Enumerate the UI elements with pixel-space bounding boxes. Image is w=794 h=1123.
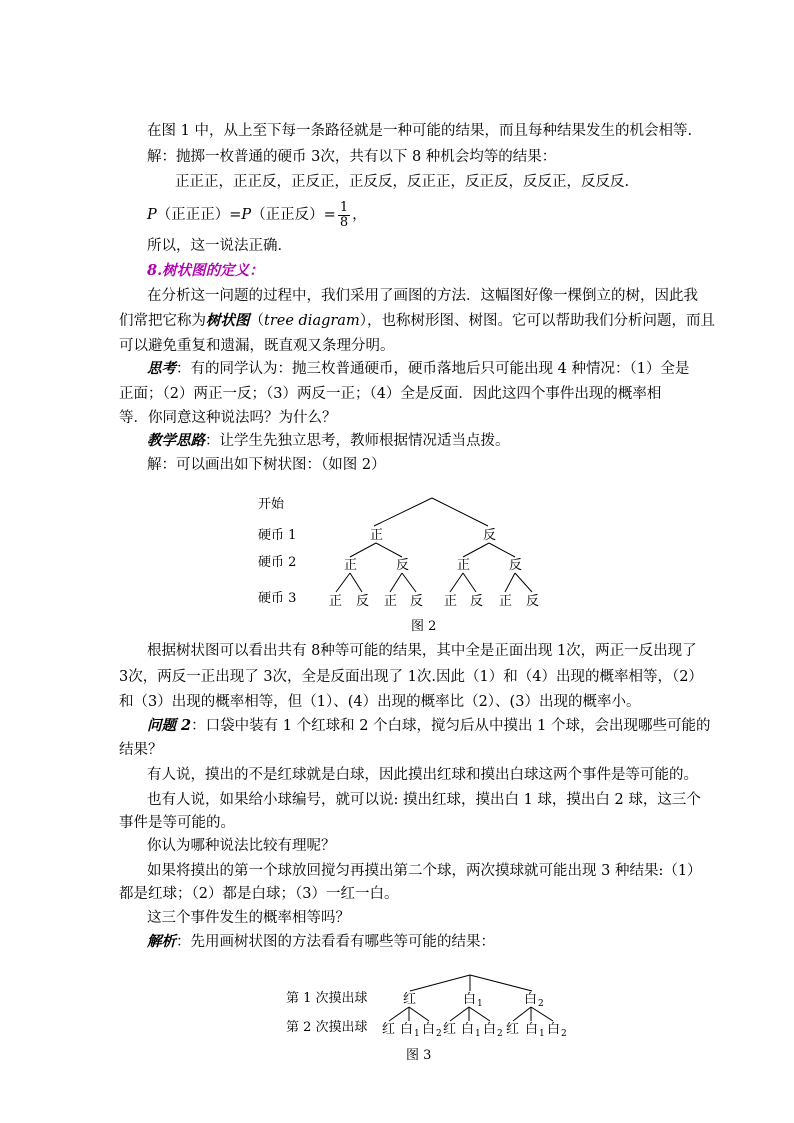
text-line: 正面；（2）两正一反；（3）两反一正；（4）全是反面．因此这四个事件出现的概率相 (119, 386, 662, 402)
prob-symbol: P (241, 207, 252, 223)
tree-edge (410, 975, 470, 991)
tree-edge (463, 573, 476, 592)
tree-edge (505, 573, 515, 592)
formula-part: ， (352, 207, 367, 223)
tree-edge (409, 1007, 429, 1021)
node-tails: 反 (509, 558, 523, 573)
tree-label-coin2: 硬币 2 (258, 555, 297, 570)
node-tails: 反 (356, 594, 370, 609)
formula-part: （正正正）= (156, 207, 242, 223)
tree-edge (389, 1007, 409, 1021)
tree-edge (489, 543, 515, 557)
text-line: 3次，两反一正出现了 3次，全是反面出现了 1次.因此（1）和（4）出现的概率相等，（2） (119, 669, 703, 685)
tree-edge (350, 543, 376, 557)
term-english: tree diagram (264, 313, 360, 329)
section-heading: 8.树状图的定义： (147, 262, 264, 279)
tree-label-coin1: 硬币 1 (258, 528, 297, 543)
text-line: 等．你同意这种说法吗？为什么？ (119, 410, 337, 426)
node-white: 白$_1$ (525, 1022, 545, 1039)
text-line: 根据树状图可以看出共有 8种等可能的结果，其中全是正面出现 1次，两正一反出现了 (147, 643, 697, 659)
text-line: 在图 1 中，从上至下每一条路径就是一种可能的结果，而且每种结果发生的机会相等. (147, 123, 693, 139)
text-line: 解：可以画出如下树状图：（如图 2） (147, 457, 386, 473)
text-line: 事件是等可能的。 (119, 815, 235, 831)
node-tails: 反 (410, 594, 424, 609)
node-heads: 正 (444, 594, 458, 609)
tree-edge (376, 543, 402, 557)
figure-caption-3: 图 3 (406, 1048, 432, 1063)
text-line: 所以，这一说法正确． (147, 238, 292, 254)
text-line: 这三个事件发生的概率相等吗？ (147, 910, 350, 926)
node-heads: 正 (457, 558, 471, 573)
node-heads: 正 (344, 558, 358, 573)
text-line: 你认为哪种说法比较有理呢？ (147, 838, 336, 854)
text-line: 如果将摸出的第一个球放回搅匀再摸出第二个球，两次摸球就可能出现 3 种结果:（1） (147, 863, 702, 879)
tree-edge (513, 1007, 531, 1021)
teach-label: 教学思路 (147, 432, 205, 449)
text-part: ：先用画树状图的方法看看有哪些等可能的结果： (176, 934, 495, 950)
node-red: 红 (506, 1022, 520, 1037)
tree-edge (515, 573, 532, 592)
text-line: 在分析这一问题的过程中，我们采用了画图的方法．这幅图好像一棵倒立的树，因此我 (147, 288, 698, 304)
text-line (147, 932, 495, 952)
tree-label-coin3: 硬币 3 (258, 591, 297, 606)
node-white: 白$_2$ (547, 1022, 567, 1039)
tree-edge (470, 975, 532, 991)
node-tails: 反 (470, 594, 484, 609)
node-tails: 反 (483, 528, 497, 543)
text-line: 和（3）出现的概率相等，但（1）、(4）出现的概率比（2）、(3）出现的概率小。 (119, 694, 641, 710)
text-line (147, 716, 710, 736)
text-part: ：口袋中装有 1 个红球和 2 个白球，搅匀后从中摸出 1 个球，会出现哪些可能的 (191, 718, 711, 734)
tree-edge (450, 573, 463, 592)
text-line: 也有人说，如果给小球编号，就可以说: 摸出红球，摸出白 1 球，摸出白 2 球，这三个 (147, 792, 701, 808)
tree-label-draw2: 第 2 次摸出球 (286, 1020, 368, 1035)
text-part: 们常把它称为 (119, 313, 206, 329)
tree-label-start: 开始 (258, 497, 285, 512)
node-white: 白$_1$ (461, 1022, 481, 1039)
node-tails: 反 (396, 558, 410, 573)
node-heads: 正 (370, 528, 384, 543)
tree-edge (350, 573, 362, 592)
text-part: （ (249, 313, 264, 329)
node-white: 白$_1$ (400, 1022, 420, 1039)
tree-label-draw1: 第 1 次摸出球 (286, 991, 368, 1006)
fraction-numerator: 1 (339, 199, 349, 215)
text-line: 解：抛掷一枚普通的硬币 3次，共有以下 8 种机会均等的结果： (147, 149, 557, 165)
text-line: 正正正，正正反，正反正，正反反，反正正，反正反，反反正，反反反. (175, 174, 630, 190)
tree-edge (531, 1007, 553, 1021)
text-line: 可以避免重复和遗漏，既直观又条理分明。 (119, 338, 395, 354)
node-red: 红 (382, 1022, 396, 1037)
tree-edge (432, 498, 488, 526)
text-part: ：有的同学认为：抛三枚普通硬币，硬币落地后只可能出现 4 种情况：（1）全是 (176, 361, 690, 377)
formula-part: （正正反）= (251, 207, 336, 223)
tree-edge (390, 573, 402, 592)
node-heads: 正 (384, 594, 398, 609)
node-red: 红 (443, 1022, 457, 1037)
node-white: 白$_2$ (422, 1022, 442, 1039)
node-white: 白$_1$ (463, 992, 483, 1009)
node-heads: 正 (499, 594, 513, 609)
text-part: ：让学生先独立思考，教师根据情况适当点拨。 (205, 433, 510, 449)
node-white: 白$_2$ (483, 1022, 503, 1039)
figure-caption-2: 图 2 (411, 619, 437, 634)
tree-edge (450, 1007, 469, 1021)
tree-edge (469, 1007, 490, 1021)
text-part: ），也称树形图、树图。它可以帮助我们分析问题，而且 (359, 313, 715, 329)
prob-symbol: P (147, 207, 157, 223)
node-tails: 反 (526, 594, 540, 609)
fraction-denominator: 8 (339, 214, 349, 230)
text-line: 结果？ (119, 742, 163, 758)
term: 树状图 (206, 312, 250, 329)
tree-edge (336, 573, 350, 592)
tree-edge (463, 543, 489, 557)
think-label: 思考 (147, 360, 176, 377)
node-heads: 正 (329, 594, 343, 609)
tree-edge (402, 573, 416, 592)
analysis-label: 解析 (147, 933, 176, 950)
text-line: 都是红球；（2）都是白球；（3）一红一白。 (119, 886, 399, 902)
node-red: 红 (403, 992, 417, 1007)
question-label: 问题 2 (147, 717, 192, 734)
text-line: 有人说，摸出的不是红球就是白球，因此摸出红球和摸出白球这两个事件是等可能的。 (147, 767, 698, 783)
tree-edge (374, 498, 432, 526)
node-white: 白$_2$ (524, 992, 544, 1009)
